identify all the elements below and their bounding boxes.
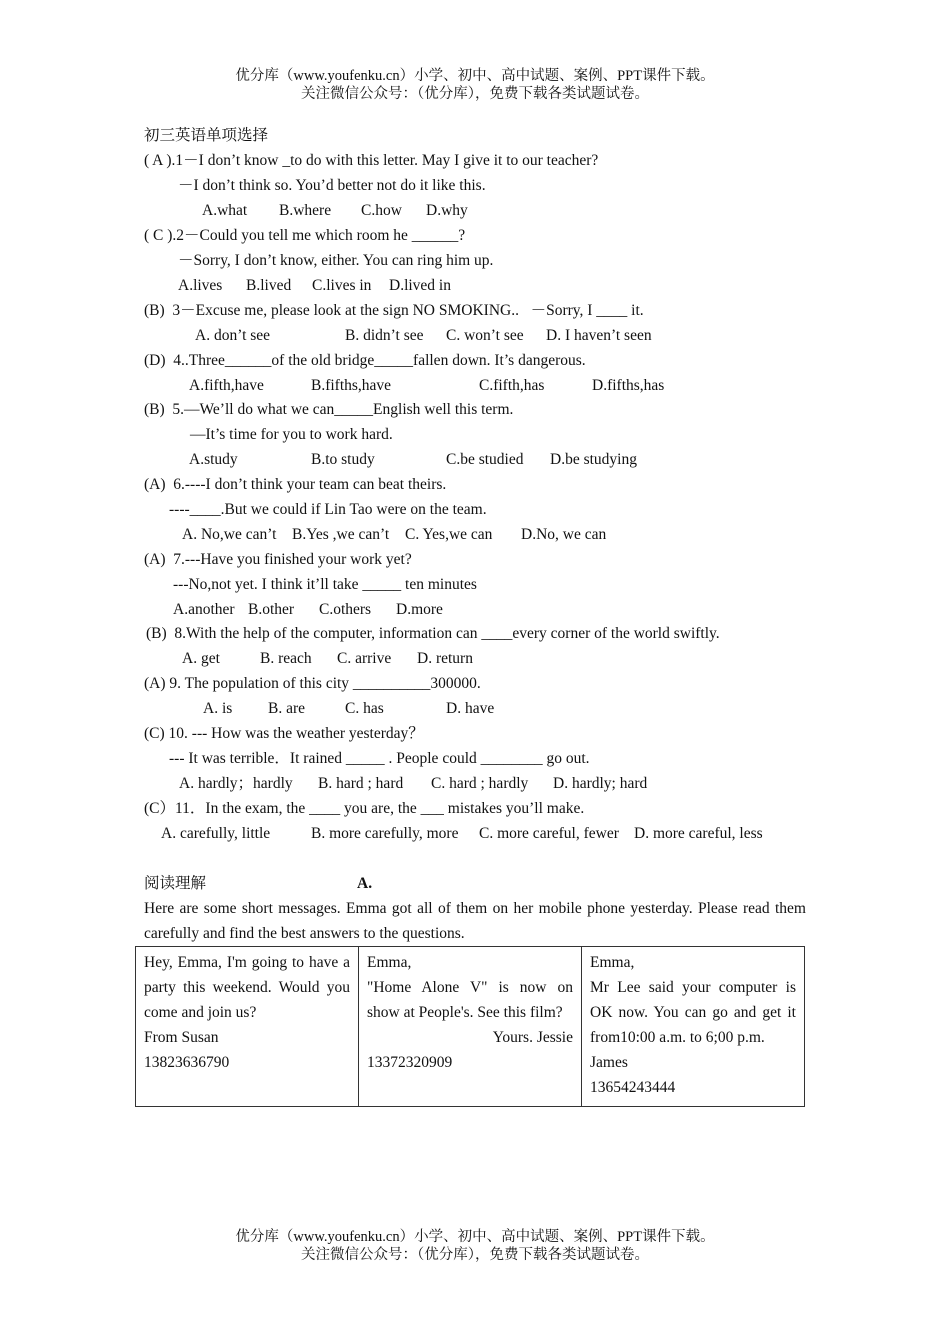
message-sign: From Susan	[144, 1029, 219, 1046]
option: D. return	[417, 650, 473, 667]
option: C. has	[345, 700, 384, 717]
option: A.another	[173, 601, 235, 618]
option: D.more	[396, 601, 443, 618]
question-1-reply: －I don’t think so. You’d better not do it like this.	[178, 177, 486, 194]
message-sign: James	[590, 1054, 628, 1071]
message-phone: 13823636790	[144, 1054, 230, 1071]
option: D. hardly; hard	[553, 775, 648, 792]
option: C. arrive	[337, 650, 392, 667]
option: B. are	[268, 700, 306, 717]
option: D.be studying	[550, 451, 637, 468]
reading-title: 阅读理解	[144, 875, 207, 892]
option: B. didn’t see	[345, 327, 424, 344]
question-5: (B) 5.—We’ll do what we can_____English well this term.	[144, 401, 514, 418]
reading-part-label: A.	[357, 875, 373, 892]
question-7: (A) 7.---Have you finished your work yet?	[144, 551, 412, 568]
option: D. I haven’t seen	[546, 327, 652, 344]
option: D. more careful, less	[634, 825, 763, 842]
option: C. more careful, fewer	[479, 825, 619, 842]
messages-table	[135, 946, 805, 1107]
option: B.fifths,have	[311, 377, 392, 394]
question-9: (A) 9. The population of this city __________300000.	[144, 675, 481, 692]
option: A. hardly；hardly	[179, 775, 293, 792]
message-cell	[582, 947, 805, 1107]
question-2-reply: －Sorry, I don’t know, either. You can ring him up.	[178, 252, 494, 269]
message-body: "Home Alone V" is now on show at People's. See this film?	[367, 979, 573, 1021]
message-phone: 13654243444	[590, 1079, 676, 1096]
message-sign: Yours. Jessie	[492, 1029, 573, 1046]
question-1: ( A ).1－I don’t know _to do with this letter. May I give it to our teacher?	[144, 152, 599, 169]
option: A. don’t see	[195, 327, 271, 344]
header-line-2: 关注微信公众号：（优分库），免费下载各类试题试卷。	[301, 86, 649, 102]
question-8: (B) 8.With the help of the computer, information can ____every corner of the world swiftly.	[146, 625, 720, 642]
option: A.lives	[178, 277, 223, 294]
question-5-reply: —It’s time for you to work hard.	[190, 426, 393, 443]
question-3: (B) 3－Excuse me, please look at the sign NO SMOKING.. －Sorry, I ____ it.	[144, 302, 644, 319]
page-footer	[0, 1228, 950, 1264]
message-greeting: Emma,	[590, 954, 635, 971]
message-cell	[359, 947, 582, 1107]
question-10-reply: --- It was terrible．It rained _____ . People could ________ go out.	[169, 750, 590, 767]
option: C. won’t see	[446, 327, 524, 344]
option: A.what	[202, 202, 248, 219]
option: A. is	[203, 700, 233, 717]
option: C.how	[361, 202, 402, 219]
message-greeting: Emma,	[367, 954, 412, 971]
option: B. reach	[260, 650, 312, 667]
question-11: (C）11．In the exam, the ____ you are, the ___ mistakes you’ll make.	[144, 800, 585, 817]
option: A.fifth,have	[189, 377, 264, 394]
option: D.lived in	[389, 277, 451, 294]
question-10: (C) 10. --- How was the weather yesterday？	[144, 725, 424, 742]
option: C.be studied	[446, 451, 524, 468]
option: B. more carefully, more	[311, 825, 459, 842]
header-line-1: 优分库（www.youfenku.cn）小学、初中、高中试题、案例、PPT课件下载。	[235, 68, 715, 84]
message-body: Mr Lee said your computer is OK now. You can go and get it from10:00 a.m. to 6;00 p.m.	[590, 979, 796, 1046]
option: A. No,we can’t	[182, 526, 277, 543]
option: C. Yes,we can	[405, 526, 493, 543]
option: C.lives in	[312, 277, 372, 294]
option: A. get	[182, 650, 220, 667]
option: B.Yes ,we can’t	[292, 526, 390, 543]
option: B. hard ; hard	[318, 775, 404, 792]
question-7-reply: ---No,not yet. I think it’ll take _____ ten minutes	[173, 576, 477, 593]
option: D. have	[446, 700, 495, 717]
option: B.lived	[246, 277, 292, 294]
option: C.fifth,has	[479, 377, 545, 394]
section-title: 初三英语单项选择	[144, 127, 269, 144]
footer-line-1: 优分库（www.youfenku.cn）小学、初中、高中试题、案例、PPT课件下载。	[235, 1229, 715, 1245]
message-phone: 13372320909	[367, 1054, 453, 1071]
option: C. hard ; hardly	[431, 775, 529, 792]
option: B.where	[279, 202, 332, 219]
question-6-reply: ----____.But we could if Lin Tao were on the team.	[169, 501, 487, 518]
question-6: (A) 6.----I don’t think your team can beat theirs.	[144, 476, 447, 493]
footer-line-2: 关注微信公众号：（优分库），免费下载各类试题试卷。	[301, 1247, 649, 1263]
message-cell	[136, 947, 359, 1107]
option: D.fifths,has	[592, 377, 665, 394]
option: A. carefully, little	[161, 825, 271, 842]
option: B.other	[248, 601, 295, 618]
question-4: (D) 4..Three______of the old bridge_____fallen down. It’s dangerous.	[144, 352, 586, 369]
option: D.why	[426, 202, 468, 219]
option: C.others	[319, 601, 372, 618]
page-header	[0, 67, 950, 103]
reading-intro: Here are some short messages. Emma got all of them on her mobile phone yesterday. Please read them carefully and find the best answers to the questions.	[144, 900, 806, 942]
message-body: Hey, Emma, I'm going to have a party this weekend. Would you come and join us?	[144, 954, 350, 1021]
option: D.No, we can	[521, 526, 607, 543]
option: A.study	[189, 451, 238, 468]
question-2: ( C ).2－Could you tell me which room he ______?	[144, 227, 466, 244]
option: B.to study	[311, 451, 375, 468]
